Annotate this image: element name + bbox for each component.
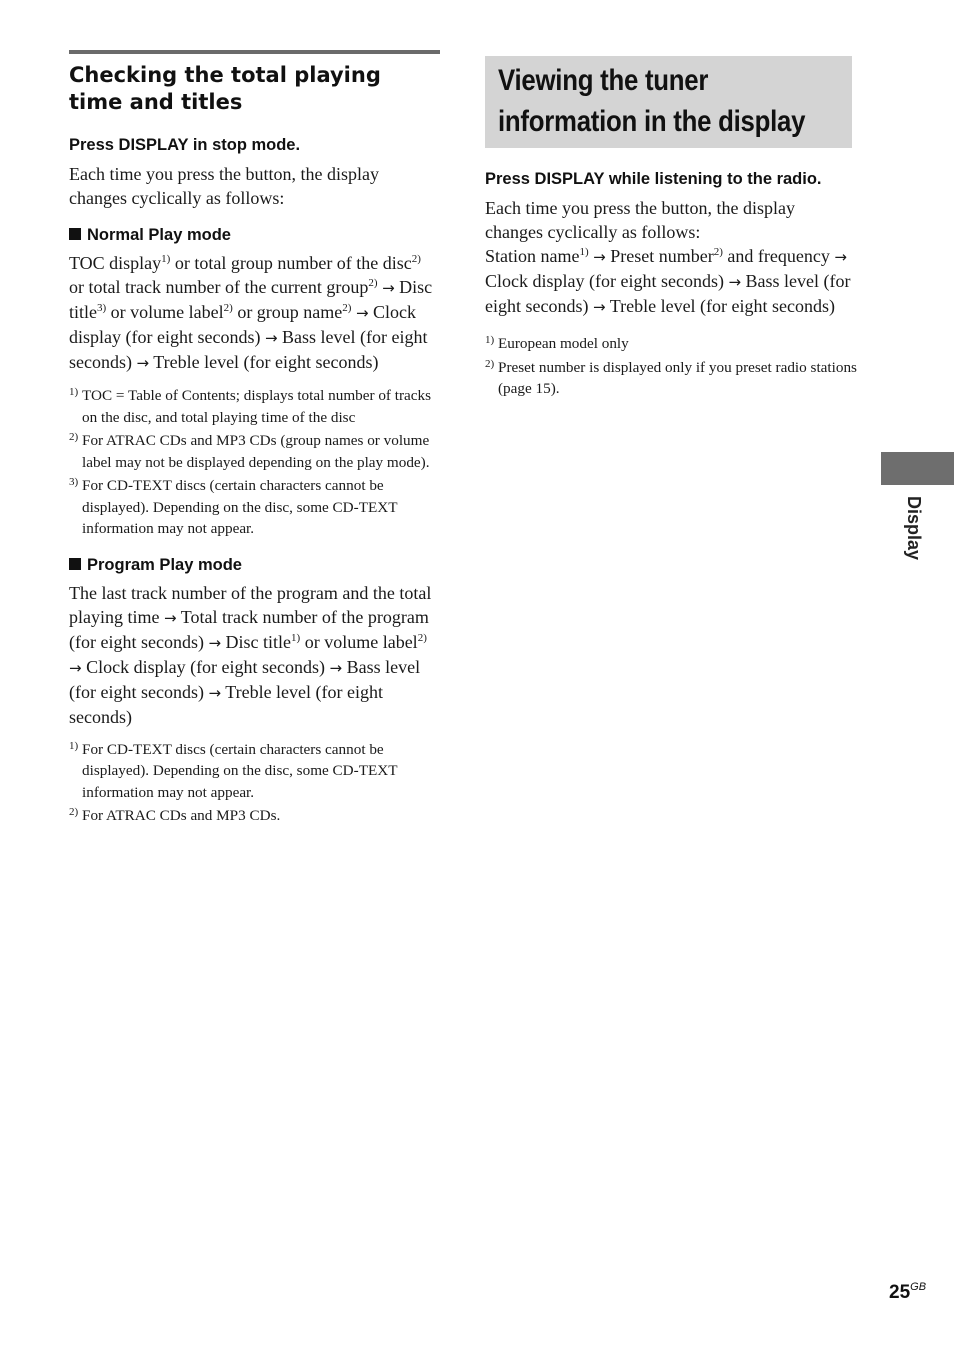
footnote: 2) Preset number is displayed only if you preset radio stations (page 15).	[485, 357, 857, 397]
arrow-right-icon: →	[208, 683, 222, 702]
tuner-sequence: Each time you press the button, the display changes cyclically as follows: Station name$^{1)}$ → Preset number$^{2)}$ and frequency → Clock display (for eight seconds) → Bass level (for eight seconds) → Treble level (for eight seconds)	[485, 198, 851, 316]
section-rule	[69, 50, 440, 54]
instruction-radio: Press DISPLAY while listening to the radio.	[485, 170, 822, 188]
chapter-tab-label: Display	[904, 496, 924, 561]
normal-play-sequence: TOC display$^{1)}$ or total group number of the disc$^{2)}$ or total track number of the current group$^{2)}$ → Disc title$^{3)}$ or volume label$^{2)}$ or group name$^{2)}$ → Clock display (for eight seconds) → Bass level (for eight seconds) → Treble level (for eight seconds)	[69, 253, 433, 372]
arrow-right-icon: →	[593, 248, 606, 266]
section-title-tuner-information: Viewing the tuner information in the display	[485, 56, 852, 148]
footnote: 1) For CD-TEXT discs (certain characters cannot be displayed). Depending on the disc, some CD-TEXT information may not appear.	[69, 739, 398, 801]
program-play-footnotes	[69, 739, 440, 827]
arrow-right-icon: →	[355, 304, 369, 322]
tuner-footnotes	[485, 333, 857, 400]
chapter-tab-marker	[881, 452, 954, 485]
footnote: 2) For ATRAC CDs and MP3 CDs.	[69, 806, 281, 824]
square-bullet-icon	[69, 228, 81, 240]
footnote: 3) For CD-TEXT discs (certain characters cannot be displayed). Depending on the disc, some CD-TEXT information may not appear.	[69, 476, 398, 537]
arrow-right-icon: →	[592, 298, 606, 316]
arrow-right-icon: →	[208, 633, 222, 652]
normal-play-footnotes	[69, 385, 440, 540]
program-play-sequence: The last track number of the program and the total playing time → Total track number of the program (for eight seconds) → Disc title$^{1)}$ or volume label$^{2)}$ → Clock display (for eight seconds) → Bass level (for eight seconds) → Treble level (for eight seconds)	[69, 582, 432, 727]
arrow-right-icon: →	[728, 273, 742, 291]
arrow-right-icon: →	[69, 658, 82, 677]
intro-paragraph: Each time you press the button, the display changes cyclically as follows:	[69, 164, 379, 208]
footnote: 1) TOC = Table of Contents; displays total number of tracks on the disc, and total playing time of the disc	[69, 386, 432, 426]
left-column	[69, 50, 440, 829]
section-title-total-playing-time: Checking the total playing time and titles	[69, 63, 381, 114]
instruction-stop-mode: Press DISPLAY in stop mode.	[69, 136, 301, 154]
footnote: 1) European model only	[485, 334, 629, 352]
square-bullet-icon	[69, 558, 81, 570]
normal-play-heading: Normal Play mode	[69, 224, 440, 246]
arrow-right-icon: →	[382, 279, 395, 297]
right-column	[485, 56, 857, 402]
arrow-right-icon: →	[163, 608, 177, 627]
program-play-heading: Program Play mode	[69, 554, 440, 576]
page-number: $25^{GB}$	[889, 1281, 927, 1303]
arrow-right-icon: →	[264, 329, 278, 347]
arrow-right-icon: →	[834, 248, 847, 266]
arrow-right-icon: →	[136, 354, 150, 372]
footnote: 2) For ATRAC CDs and MP3 CDs (group names or volume label may not be displayed depending on the play mode).	[69, 431, 430, 471]
arrow-right-icon: →	[329, 658, 343, 677]
